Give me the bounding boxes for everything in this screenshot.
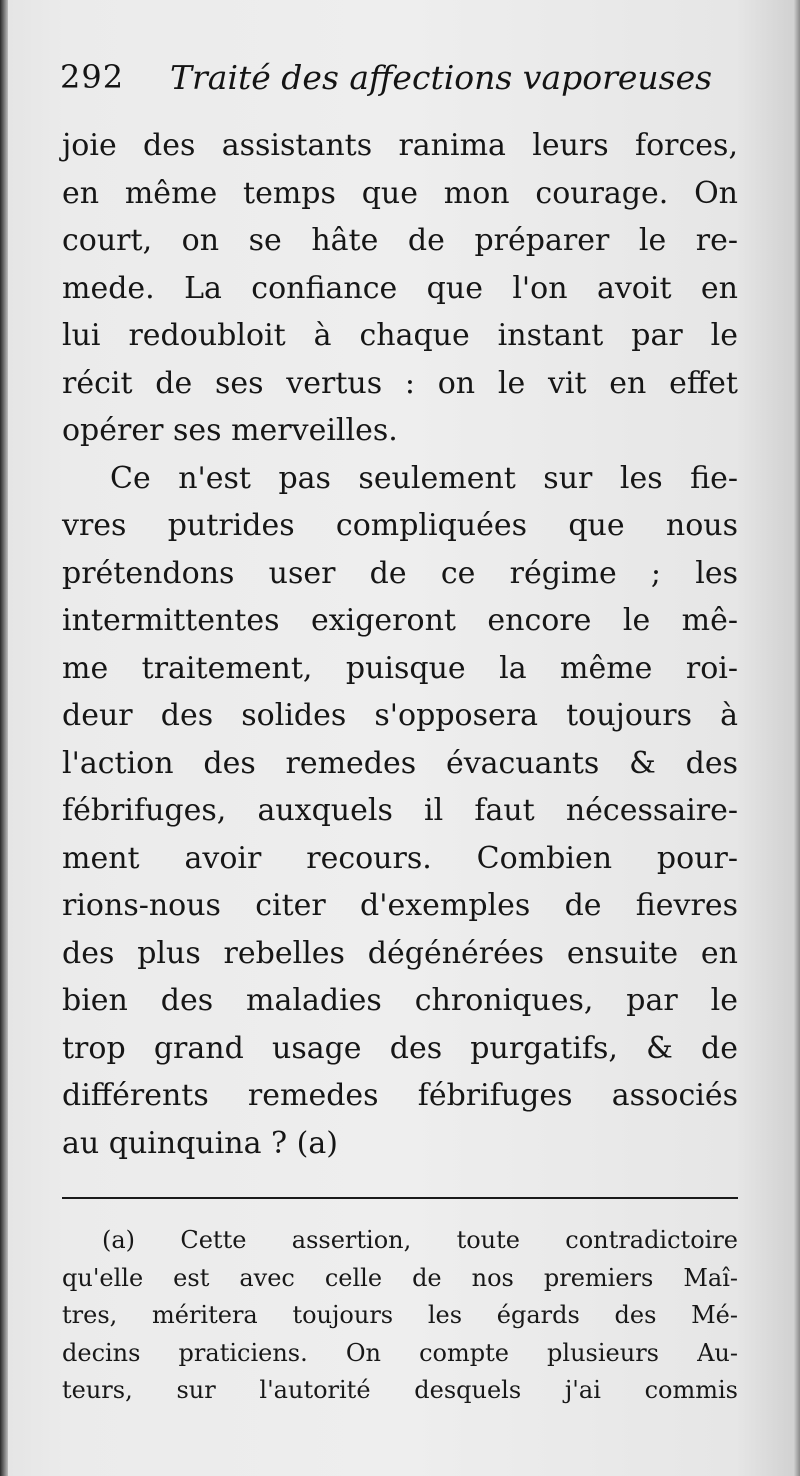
paragraph-end-line: au quinquina ? (a)	[62, 1125, 338, 1161]
body-line: rions-nous citer d'exemples de fievres	[62, 888, 738, 923]
footnote-separator	[62, 1197, 738, 1199]
footnote	[62, 1222, 738, 1410]
body-line: récit de ses vertus : on le vit en effet	[62, 365, 738, 401]
body-line: me traitement, puisque la même roi-	[62, 650, 738, 686]
body-line: différents remedes fébrifuges associés	[62, 1078, 738, 1113]
footnote-line: (a) Cette assertion, toute contradictoire	[102, 1226, 738, 1254]
body-line: ment avoir recours. Combien pour-	[62, 840, 738, 876]
body-line: des plus rebelles dégénérées ensuite en	[62, 935, 738, 971]
page-edge-shadow	[794, 0, 800, 1476]
body-text	[62, 122, 738, 1167]
body-line: prétendons user de ce régime ; les	[62, 555, 738, 591]
body-line: joie des assistants ranima leurs forces,	[62, 128, 738, 163]
footnote-line: qu'elle est avec celle de nos premiers Maî-	[62, 1263, 738, 1292]
footnote-line: teurs, sur l'autorité desquels j'ai commis	[62, 1376, 738, 1404]
body-line: lui redoubloit à chaque instant par le	[62, 318, 738, 353]
body-line: vres putrides compliquées que nous	[62, 508, 738, 543]
body-line: bien des maladies chroniques, par le	[62, 983, 738, 1018]
body-line: intermittentes exigeront encore le mê-	[62, 603, 738, 638]
body-line: fébrifuges, auxquels il faut nécessaire-	[62, 793, 738, 828]
footnote-line: decins praticiens. On compte plusieurs Au-	[62, 1338, 738, 1367]
running-title: Traité des affections vaporeuses	[170, 58, 713, 97]
page-number: 292	[60, 58, 125, 96]
body-line: mede. La confiance que l'on avoit en	[62, 270, 738, 306]
page-binding-shadow	[0, 0, 8, 1476]
body-line: court, on se hâte de préparer le re-	[62, 223, 738, 258]
body-line: deur des solides s'opposera toujours à	[62, 698, 738, 733]
paragraph-start-line: Ce n'est pas seulement sur les fie-	[110, 460, 738, 496]
paragraph-end-line: opérer ses merveilles.	[62, 413, 398, 448]
running-header	[60, 58, 740, 108]
body-line: trop grand usage des purgatifs, & de	[62, 1030, 738, 1066]
body-line: en même temps que mon courage. On	[62, 175, 738, 211]
body-line: l'action des remedes évacuants & des	[62, 745, 738, 781]
footnote-line: tres, méritera toujours les égards des Mé-	[62, 1301, 738, 1329]
